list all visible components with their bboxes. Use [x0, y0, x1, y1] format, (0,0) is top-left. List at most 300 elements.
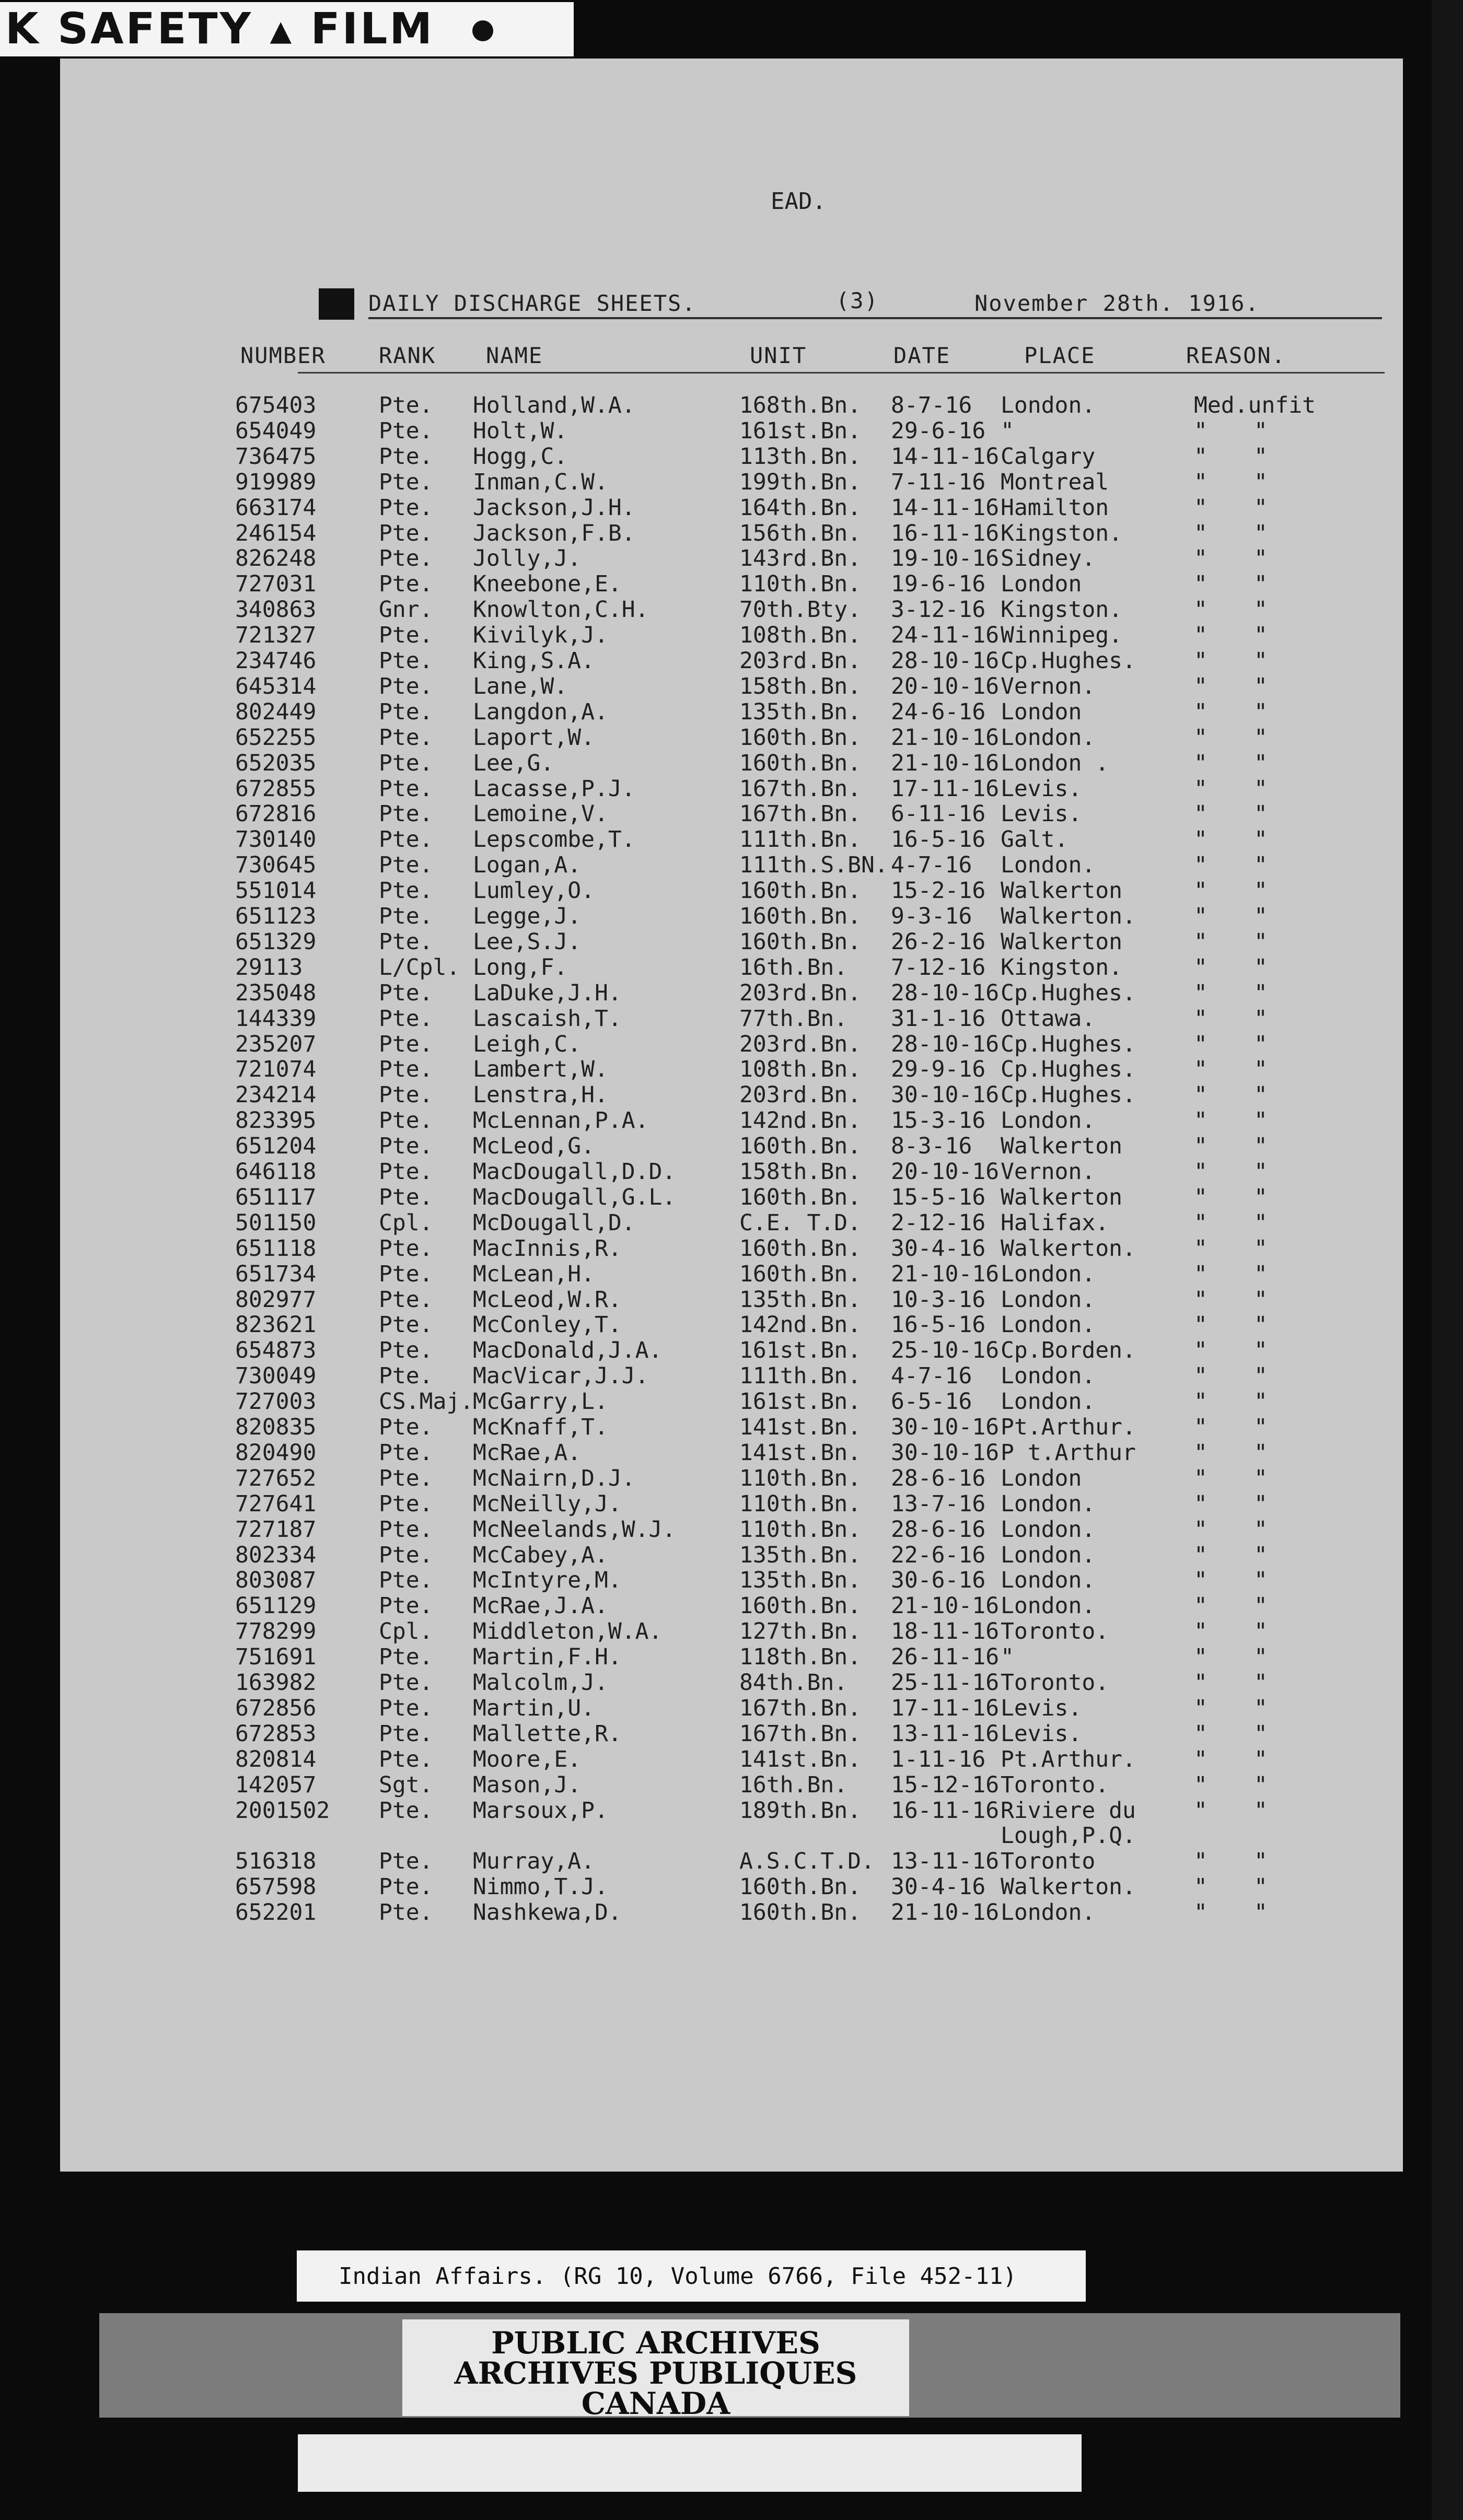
cell-number: 235207	[235, 1031, 317, 1057]
cell-number: 551014	[235, 878, 317, 904]
cell-place: London.	[1001, 1899, 1096, 1926]
cell-place: London.	[1001, 1107, 1096, 1134]
cell-reason-ditto: "	[1254, 597, 1268, 623]
cell-place: London.	[1001, 1389, 1096, 1415]
cell-place: "	[1001, 417, 1014, 444]
cell-reason: "	[1194, 571, 1207, 598]
cell-unit: 160th.Bn.	[739, 878, 861, 904]
cell-place: Pt.Arthur.	[1001, 1414, 1136, 1440]
cell-date: 30-10-16	[891, 1414, 1000, 1440]
cell-number: 727187	[235, 1516, 317, 1543]
cell-unit: 203rd.Bn.	[739, 979, 861, 1006]
cell-date: 15-2-16	[891, 878, 986, 904]
cell-rank: Pte.	[379, 443, 433, 470]
cell-name: Lascaish,T.	[473, 1005, 622, 1032]
cell-name: Long,F.	[473, 954, 568, 981]
cell-unit: 141st.Bn.	[739, 1746, 861, 1772]
cell-reason: "	[1194, 1414, 1207, 1440]
cell-rank: Pte.	[379, 1337, 433, 1364]
cell-place: London.	[1001, 1567, 1096, 1594]
cell-place: London.	[1001, 1286, 1096, 1313]
column-header-date: DATE	[893, 343, 951, 368]
cell-reason: "	[1194, 1746, 1207, 1772]
cell-unit: 168th.Bn.	[739, 392, 861, 418]
cell-place: London .	[1001, 750, 1109, 776]
cell-date: 8-3-16	[891, 1133, 972, 1160]
cell-unit: 160th.Bn.	[739, 1184, 861, 1210]
cell-rank: Pte.	[379, 1848, 433, 1875]
cell-rank: Pte.	[379, 1031, 433, 1057]
stamp-line-1: PUBLIC ARCHIVES	[491, 2325, 820, 2361]
cell-unit: 199th.Bn.	[739, 469, 861, 495]
cell-place: London	[1001, 1465, 1082, 1491]
cell-reason-ditto: "	[1254, 1082, 1268, 1109]
cell-place: Toronto.	[1001, 1618, 1109, 1645]
cell-unit: 16th.Bn.	[739, 954, 848, 981]
cell-rank: Pte.	[379, 1286, 433, 1313]
cell-reason-ditto: "	[1254, 1490, 1268, 1517]
cell-number: 751691	[235, 1644, 317, 1671]
cell-number: 672856	[235, 1695, 317, 1721]
cell-rank: Pte.	[379, 1363, 433, 1390]
cell-name: Marsoux,P.	[473, 1797, 608, 1824]
cell-date: 28-6-16	[891, 1465, 986, 1491]
cell-reason: "	[1194, 1235, 1207, 1262]
cell-date: 28-10-16	[891, 1031, 1000, 1057]
cell-name: Leigh,C.	[473, 1031, 582, 1057]
cell-reason-ditto: "	[1254, 878, 1268, 904]
cell-number: 721327	[235, 622, 317, 649]
cell-place: London.	[1001, 1542, 1096, 1568]
cell-place: Levis.	[1001, 801, 1082, 827]
title-rule	[368, 317, 1382, 319]
cell-date: 16-5-16	[891, 1312, 986, 1338]
cell-number: 234746	[235, 648, 317, 674]
cell-reason-ditto: "	[1254, 1644, 1268, 1671]
cell-name: LaDuke,J.H.	[473, 979, 622, 1006]
cell-place: Cp.Hughes.	[1001, 1031, 1136, 1057]
cell-rank: Pte.	[379, 1261, 433, 1287]
dot-icon	[472, 20, 493, 41]
cell-rank: Pte.	[379, 1056, 433, 1083]
cell-date: 13-7-16	[891, 1490, 986, 1517]
cell-rank: L/Cpl.	[379, 954, 460, 981]
cell-name: McLeod,G.	[473, 1133, 595, 1160]
column-header-unit: UNIT	[750, 343, 807, 368]
cell-name: Lacasse,P.J.	[473, 775, 635, 802]
cell-date: 29-6-16	[891, 417, 986, 444]
cell-number: 651329	[235, 928, 317, 955]
cell-place: Kingston.	[1001, 597, 1122, 623]
cell-rank: Pte.	[379, 1133, 433, 1160]
cell-name: Kneebone,E.	[473, 571, 622, 598]
cell-reason-ditto: "	[1254, 1542, 1268, 1568]
cell-place: Walkerton	[1001, 878, 1122, 904]
cell-unit: 203rd.Bn.	[739, 648, 861, 674]
cell-reason-ditto: "	[1254, 520, 1268, 546]
header-rule	[298, 372, 1385, 374]
cell-unit: 167th.Bn.	[739, 1695, 861, 1721]
cell-reason-ditto: "	[1254, 1159, 1268, 1185]
cell-unit: 160th.Bn.	[739, 1133, 861, 1160]
cell-name: McNairn,D.J.	[473, 1465, 635, 1491]
cell-reason: "	[1194, 597, 1207, 623]
cell-rank: Pte.	[379, 750, 433, 776]
cell-number: 672855	[235, 775, 317, 802]
cell-date: 21-10-16	[891, 724, 1000, 751]
cell-number: 823621	[235, 1312, 317, 1338]
cell-place: Kingston.	[1001, 520, 1122, 546]
cell-number: 501150	[235, 1209, 317, 1236]
cell-reason-ditto: "	[1254, 1235, 1268, 1262]
cell-number: 652255	[235, 724, 317, 751]
cell-name: Hogg,C.	[473, 443, 568, 470]
cell-name: Mason,J.	[473, 1771, 582, 1798]
cell-date: 30-4-16	[891, 1874, 986, 1900]
cell-reason-ditto: "	[1254, 571, 1268, 598]
cell-date: 30-6-16	[891, 1567, 986, 1594]
stamp-line-2: ARCHIVES PUBLIQUES	[454, 2355, 857, 2391]
cell-rank: Pte.	[379, 1746, 433, 1772]
column-header-name: NAME	[486, 343, 543, 368]
cell-reason: "	[1194, 1261, 1207, 1287]
cell-reason-ditto: "	[1254, 724, 1268, 751]
cell-reason: "	[1194, 1312, 1207, 1338]
cell-reason-ditto: "	[1254, 1695, 1268, 1721]
cell-date: 17-11-16	[891, 775, 1000, 802]
cell-name: McRae,A.	[473, 1439, 582, 1466]
cell-date: 24-11-16	[891, 622, 1000, 649]
cell-date: 20-10-16	[891, 673, 1000, 699]
cell-date: 21-10-16	[891, 750, 1000, 776]
cell-rank: Pte.	[379, 903, 433, 929]
cell-unit: 160th.Bn.	[739, 1261, 861, 1287]
cell-unit: 111th.Bn.	[739, 826, 861, 853]
cell-reason: "	[1194, 928, 1207, 955]
cell-unit: 156th.Bn.	[739, 520, 861, 546]
cell-unit: 111th.S.BN.	[739, 852, 888, 879]
cell-rank: Pte.	[379, 520, 433, 546]
cell-unit: 135th.Bn.	[739, 1567, 861, 1594]
cell-rank: Pte.	[379, 928, 433, 955]
cell-reason: "	[1194, 1874, 1207, 1900]
cell-place: Calgary	[1001, 443, 1096, 470]
cell-unit: 141st.Bn.	[739, 1439, 861, 1466]
column-header-place: PLACE	[1024, 343, 1096, 368]
cell-place: London.	[1001, 1593, 1096, 1619]
cell-place: Pt.Arthur.	[1001, 1746, 1136, 1772]
cell-place: Levis.	[1001, 775, 1082, 802]
cell-reason: "	[1194, 1465, 1207, 1491]
cell-date: 21-10-16	[891, 1261, 1000, 1287]
film-banner	[0, 2, 574, 56]
cell-reason-ditto: "	[1254, 1593, 1268, 1619]
cell-reason: "	[1194, 1670, 1207, 1696]
cell-place: P t.Arthur	[1001, 1439, 1136, 1466]
cell-reason-ditto: "	[1254, 826, 1268, 853]
cell-number: 730140	[235, 826, 317, 853]
cell-reason: "	[1194, 954, 1207, 981]
cell-unit: 160th.Bn.	[739, 928, 861, 955]
cell-place: Riviere du	[1001, 1797, 1136, 1824]
cell-reason-ditto: "	[1254, 622, 1268, 649]
cell-date: 26-11-16	[891, 1644, 1000, 1671]
cell-date: 9-3-16	[891, 903, 972, 929]
cell-reason-ditto: "	[1254, 417, 1268, 444]
cell-number: 803087	[235, 1567, 317, 1594]
cell-name: MacInnis,R.	[473, 1235, 622, 1262]
cell-unit: 203rd.Bn.	[739, 1031, 861, 1057]
cell-reason: "	[1194, 1848, 1207, 1875]
cell-number: 651204	[235, 1133, 317, 1160]
cell-date: 22-6-16	[891, 1542, 986, 1568]
archive-reference-text: Indian Affairs. (RG 10, Volume 6766, File 452-11)	[339, 2263, 1017, 2290]
cell-date: 30-4-16	[891, 1235, 986, 1262]
cell-name: Lepscombe,T.	[473, 826, 635, 853]
cell-place: London.	[1001, 1312, 1096, 1338]
cell-date: 26-2-16	[891, 928, 986, 955]
cell-reason-ditto: "	[1254, 1670, 1268, 1696]
cell-number: 652201	[235, 1899, 317, 1926]
cell-reason: "	[1194, 1720, 1207, 1747]
cell-rank: Pte.	[379, 1874, 433, 1900]
cell-reason: "	[1194, 1286, 1207, 1313]
cell-name: Jackson,J.H.	[473, 494, 635, 521]
cell-reason: "	[1194, 724, 1207, 751]
cell-reason: "	[1194, 494, 1207, 521]
cell-rank: Pte.	[379, 698, 433, 725]
cell-rank: Pte.	[379, 1542, 433, 1568]
cell-number: 651123	[235, 903, 317, 929]
cell-reason: "	[1194, 1031, 1207, 1057]
cell-place: Sidney.	[1001, 545, 1096, 572]
cell-name: Nimmo,T.J.	[473, 1874, 608, 1900]
cell-rank: CS.Maj.	[379, 1389, 474, 1415]
cell-number: 727641	[235, 1490, 317, 1517]
cell-date: 7-11-16	[891, 469, 986, 495]
cell-number: 651117	[235, 1184, 317, 1210]
cell-date: 25-10-16	[891, 1337, 1000, 1364]
cell-date: 18-11-16	[891, 1618, 1000, 1645]
film-lower-strip	[298, 2434, 1082, 2492]
cell-reason: "	[1194, 852, 1207, 879]
cell-number: 2001502	[235, 1797, 330, 1824]
cell-unit: 158th.Bn.	[739, 673, 861, 699]
cell-rank: Pte.	[379, 826, 433, 853]
cell-number: 802977	[235, 1286, 317, 1313]
cell-reason-ditto: "	[1254, 750, 1268, 776]
cell-name: MacVicar,J.J.	[473, 1363, 649, 1390]
triangle-icon: ▲	[270, 14, 294, 47]
cell-reason: "	[1194, 826, 1207, 853]
cell-number: 142057	[235, 1771, 317, 1798]
cell-date: 13-11-16	[891, 1720, 1000, 1747]
cell-reason-ditto: "	[1254, 1107, 1268, 1134]
cell-name: Murray,A.	[473, 1848, 595, 1875]
cell-reason: "	[1194, 1107, 1207, 1134]
cell-unit: 16th.Bn.	[739, 1771, 848, 1798]
cell-reason: "	[1194, 1490, 1207, 1517]
cell-name: Martin,F.H.	[473, 1644, 622, 1671]
cell-place: Cp.Hughes.	[1001, 648, 1136, 674]
cell-reason: "	[1194, 1567, 1207, 1594]
cell-date: 16-5-16	[891, 826, 986, 853]
cell-number: 163982	[235, 1670, 317, 1696]
cell-rank: Pte.	[379, 1593, 433, 1619]
cell-number: 144339	[235, 1005, 317, 1032]
cell-unit: 135th.Bn.	[739, 1542, 861, 1568]
cell-unit: 164th.Bn.	[739, 494, 861, 521]
cell-date: 3-12-16	[891, 597, 986, 623]
cell-number: 657598	[235, 1874, 317, 1900]
cell-reason: "	[1194, 801, 1207, 827]
cell-reason-ditto: "	[1254, 1618, 1268, 1645]
stamp-line-3: CANADA	[581, 2386, 730, 2421]
cell-number: 235048	[235, 979, 317, 1006]
cell-number: 730645	[235, 852, 317, 879]
cell-name: Langdon,A.	[473, 698, 608, 725]
cell-number: 654873	[235, 1337, 317, 1364]
cell-number: 778299	[235, 1618, 317, 1645]
cell-name: King,S.A.	[473, 648, 595, 674]
cell-name: Mallette,R.	[473, 1720, 622, 1747]
cell-rank: Pte.	[379, 622, 433, 649]
cell-unit: 167th.Bn.	[739, 775, 861, 802]
cell-rank: Cpl.	[379, 1618, 433, 1645]
cell-unit: 160th.Bn.	[739, 1593, 861, 1619]
cell-place: London.	[1001, 1490, 1096, 1517]
cell-rank: Gnr.	[379, 597, 433, 623]
cell-reason-ditto: "	[1254, 1439, 1268, 1466]
cell-number: 826248	[235, 545, 317, 572]
cell-rank: Pte.	[379, 1082, 433, 1109]
cell-place: Cp.Hughes.	[1001, 979, 1136, 1006]
cell-name: Martin,U.	[473, 1695, 595, 1721]
cell-number: 645314	[235, 673, 317, 699]
cell-reason-ditto: "	[1254, 1363, 1268, 1390]
cell-name: McRae,J.A.	[473, 1593, 608, 1619]
cell-reason: "	[1194, 1184, 1207, 1210]
cell-unit: 160th.Bn.	[739, 903, 861, 929]
cell-place-continued: Lough,P.Q.	[1001, 1823, 1136, 1849]
cell-place: Walkerton.	[1001, 903, 1136, 929]
cell-name: Holland,W.A.	[473, 392, 635, 418]
document-sheet	[60, 59, 1403, 2172]
cell-reason: "	[1194, 1159, 1207, 1185]
cell-rank: Pte.	[379, 1720, 433, 1747]
cell-number: 651129	[235, 1593, 317, 1619]
cell-rank: Pte.	[379, 1490, 433, 1517]
cell-rank: Pte.	[379, 494, 433, 521]
cell-name: McCabey,A.	[473, 1542, 608, 1568]
cell-unit: 135th.Bn.	[739, 1286, 861, 1313]
cell-number: 651734	[235, 1261, 317, 1287]
film-banner-text: K SAFETY	[5, 4, 253, 54]
cell-reason: "	[1194, 443, 1207, 470]
cell-reason-ditto: "	[1254, 801, 1268, 827]
document-code: EAD.	[771, 188, 826, 215]
cell-name: McConley,T.	[473, 1312, 622, 1338]
cell-rank: Pte.	[379, 852, 433, 879]
cell-unit: 113th.Bn.	[739, 443, 861, 470]
cell-place: London	[1001, 698, 1082, 725]
cell-reason-ditto: "	[1254, 1261, 1268, 1287]
cell-date: 28-6-16	[891, 1516, 986, 1543]
cell-name: Jolly,J.	[473, 545, 582, 572]
cell-name: Lee,S.J.	[473, 928, 582, 955]
cell-name: Moore,E.	[473, 1746, 582, 1772]
cell-reason: "	[1194, 750, 1207, 776]
cell-number: 663174	[235, 494, 317, 521]
cell-reason: "	[1194, 1363, 1207, 1390]
cell-reason: "	[1194, 1797, 1207, 1824]
cell-date: 15-12-16	[891, 1771, 1000, 1798]
cell-name: Inman,C.W.	[473, 469, 608, 495]
cell-reason: "	[1194, 1439, 1207, 1466]
cell-number: 516318	[235, 1848, 317, 1875]
cell-unit: C.E. T.D.	[739, 1209, 861, 1236]
cell-place: London.	[1001, 1261, 1096, 1287]
cell-unit: 160th.Bn.	[739, 1235, 861, 1262]
cell-number: 823395	[235, 1107, 317, 1134]
cell-name: MacDougall,D.D.	[473, 1159, 676, 1185]
film-edge	[1432, 0, 1463, 2520]
cell-rank: Pte.	[379, 392, 433, 418]
cell-reason-ditto: "	[1254, 928, 1268, 955]
cell-date: 31-1-16	[891, 1005, 986, 1032]
cell-rank: Pte.	[379, 1516, 433, 1543]
cell-date: 28-10-16	[891, 648, 1000, 674]
cell-reason: Med.unfit	[1194, 392, 1316, 418]
cell-rank: Pte.	[379, 1670, 433, 1696]
cell-date: 6-11-16	[891, 801, 986, 827]
cell-reason: "	[1194, 1005, 1207, 1032]
cell-reason-ditto: "	[1254, 775, 1268, 802]
cell-name: McLeod,W.R.	[473, 1286, 622, 1313]
cell-number: 672816	[235, 801, 317, 827]
cell-name: McNeilly,J.	[473, 1490, 622, 1517]
cell-unit: 110th.Bn.	[739, 1516, 861, 1543]
cell-reason: "	[1194, 1593, 1207, 1619]
cell-date: 30-10-16	[891, 1082, 1000, 1109]
document-title: DAILY DISCHARGE SHEETS.	[368, 290, 696, 316]
column-header-number: NUMBER	[240, 343, 326, 368]
cell-unit: 189th.Bn.	[739, 1797, 861, 1824]
cell-date: 15-3-16	[891, 1107, 986, 1134]
cell-rank: Pte.	[379, 1465, 433, 1491]
cell-reason-ditto: "	[1254, 1184, 1268, 1210]
cell-date: 1-11-16	[891, 1746, 986, 1772]
cell-date: 7-12-16	[891, 954, 986, 981]
cell-number: 29113	[235, 954, 303, 981]
cell-reason: "	[1194, 1771, 1207, 1798]
cell-date: 19-6-16	[891, 571, 986, 598]
cell-rank: Pte.	[379, 1235, 433, 1262]
cell-place: Walkerton	[1001, 1133, 1122, 1160]
cell-reason: "	[1194, 1082, 1207, 1109]
cell-rank: Pte.	[379, 1899, 433, 1926]
cell-number: 721074	[235, 1056, 317, 1083]
cell-reason-ditto: "	[1254, 954, 1268, 981]
cell-place: Cp.Hughes.	[1001, 1056, 1136, 1083]
cell-reason: "	[1194, 1644, 1207, 1671]
cell-reason: "	[1194, 903, 1207, 929]
cell-name: Middleton,W.A.	[473, 1618, 663, 1645]
cell-reason-ditto: "	[1254, 1286, 1268, 1313]
cell-reason: "	[1194, 622, 1207, 649]
cell-rank: Pte.	[379, 1695, 433, 1721]
cell-reason-ditto: "	[1254, 1516, 1268, 1543]
